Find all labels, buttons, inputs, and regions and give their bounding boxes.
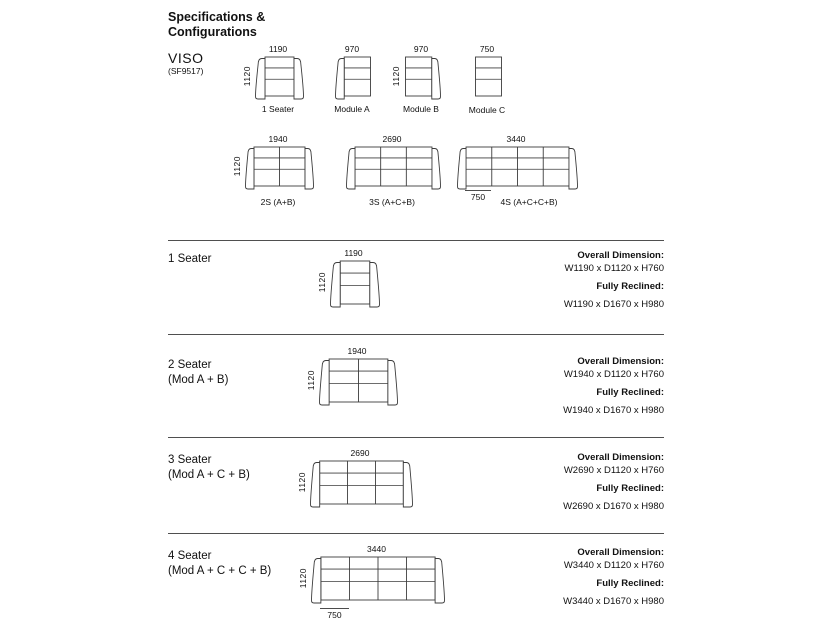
section-divider bbox=[168, 533, 664, 534]
product-code: (SF9517) bbox=[168, 66, 204, 76]
dimension-width-label: 1190 bbox=[268, 44, 288, 54]
dimension-module-width-label: 750 bbox=[465, 190, 491, 202]
overall-dimension-value: W3440 x D1120 x H760 bbox=[563, 560, 664, 571]
overall-dimension-label: Overall Dimension: bbox=[577, 547, 664, 558]
section-title-text: 1 Seater bbox=[168, 253, 212, 265]
page-title-line1: Specifications & bbox=[168, 10, 266, 24]
spec-block bbox=[563, 546, 664, 608]
section-diagram-3-seater bbox=[297, 448, 410, 508]
dimension-width-label: 1190 bbox=[344, 248, 363, 258]
section-diagram-2-seater bbox=[306, 346, 395, 406]
spec-block bbox=[563, 451, 664, 513]
section-subtitle-text: (Mod A + C + B) bbox=[168, 469, 250, 481]
overall-dimension-label: Overall Dimension: bbox=[577, 452, 664, 463]
fully-reclined-value: W1940 x D1670 x H980 bbox=[563, 405, 664, 416]
dimension-module-width-label: 750 bbox=[320, 608, 349, 620]
dimension-width-label: 970 bbox=[413, 44, 429, 54]
config-diagram-2s bbox=[232, 134, 311, 207]
section-divider bbox=[168, 334, 664, 335]
dimension-width-label: 1940 bbox=[347, 346, 367, 356]
sofa-top-view-drawing bbox=[474, 56, 500, 97]
page-title-line2: Configurations bbox=[168, 25, 257, 39]
diagram-caption: 4S (A+C+C+B) bbox=[500, 197, 558, 207]
section-diagram-4-seater bbox=[298, 544, 442, 620]
dimension-width-label: 2690 bbox=[382, 134, 402, 144]
sofa-top-view-drawing bbox=[404, 56, 438, 100]
fully-reclined-value: W3440 x D1670 x H980 bbox=[563, 596, 664, 607]
section-divider bbox=[168, 437, 664, 438]
overall-dimension-value: W2690 x D1120 x H760 bbox=[563, 465, 664, 476]
sofa-top-view-drawing bbox=[310, 460, 410, 508]
diagram-caption: 2S (A+B) bbox=[260, 197, 296, 207]
section-subtitle-text: (Mod A + C + C + B) bbox=[168, 565, 272, 577]
module-diagram-c bbox=[468, 44, 506, 115]
section-subtitle-text: (Mod A + B) bbox=[168, 374, 229, 386]
section-title bbox=[168, 252, 211, 267]
config-diagram-3s bbox=[346, 134, 438, 207]
overall-dimension-label: Overall Dimension: bbox=[577, 356, 664, 367]
fully-reclined-label: Fully Reclined: bbox=[596, 387, 664, 398]
fully-reclined-label: Fully Reclined: bbox=[596, 578, 664, 589]
module-diagram-b bbox=[391, 44, 439, 114]
section-divider bbox=[168, 240, 664, 241]
diagram-caption: 3S (A+C+B) bbox=[369, 197, 415, 207]
dimension-depth-label: 1120 bbox=[306, 370, 316, 391]
fully-reclined-value: W2690 x D1670 x H980 bbox=[563, 501, 664, 512]
overall-dimension-value: W1940 x D1120 x H760 bbox=[563, 369, 664, 380]
section-title-text: 4 Seater bbox=[168, 550, 212, 562]
diagram-caption: Module C bbox=[468, 105, 506, 115]
diagram-caption: Module A bbox=[334, 104, 370, 114]
module-diagram-1-seater bbox=[242, 44, 301, 114]
diagram-caption: 1 Seater bbox=[261, 104, 295, 114]
sofa-top-view-drawing bbox=[311, 556, 442, 604]
fully-reclined-label: Fully Reclined: bbox=[596, 483, 664, 494]
sofa-top-view-drawing bbox=[319, 358, 395, 406]
section-title-text: 2 Seater bbox=[168, 359, 212, 371]
module-diagram-a bbox=[335, 44, 369, 114]
section-title bbox=[168, 453, 250, 483]
dimension-width-label: 970 bbox=[344, 44, 360, 54]
section-title bbox=[168, 358, 228, 388]
dimension-depth-label: 1120 bbox=[297, 472, 307, 493]
section-diagram-1-seater bbox=[317, 248, 377, 308]
sofa-top-view-drawing bbox=[457, 146, 575, 190]
fully-reclined-label: Fully Reclined: bbox=[596, 281, 664, 292]
sofa-top-view-drawing bbox=[330, 260, 377, 308]
section-title bbox=[168, 549, 271, 579]
section-title-text: 3 Seater bbox=[168, 454, 212, 466]
product-name: VISO bbox=[168, 50, 204, 66]
dimension-width-label: 750 bbox=[479, 44, 495, 54]
fully-reclined-value: W1190 x D1670 x H980 bbox=[563, 299, 664, 310]
dimension-width-label: 2690 bbox=[350, 448, 370, 458]
overall-dimension-value: W1190 x D1120 x H760 bbox=[564, 263, 664, 274]
dimension-width-label: 3440 bbox=[367, 544, 386, 554]
diagram-caption: Module B bbox=[403, 104, 439, 114]
sofa-top-view-drawing bbox=[255, 56, 301, 100]
dimension-depth-label: 1120 bbox=[391, 66, 401, 87]
dimension-width-label: 3440 bbox=[506, 134, 526, 144]
dimension-width-label: 1940 bbox=[268, 134, 288, 144]
dimension-depth-label: 1120 bbox=[242, 66, 252, 87]
dimension-depth-label: 1120 bbox=[232, 156, 242, 177]
config-diagram-4s bbox=[457, 134, 575, 207]
dimension-depth-label: 1120 bbox=[317, 272, 327, 293]
sofa-top-view-drawing bbox=[245, 146, 311, 190]
overall-dimension-label: Overall Dimension: bbox=[577, 250, 664, 261]
spec-block bbox=[564, 249, 664, 311]
sofa-top-view-drawing bbox=[346, 146, 438, 190]
spec-block bbox=[563, 355, 664, 417]
page-title bbox=[168, 10, 265, 40]
dimension-depth-label: 1120 bbox=[298, 568, 308, 589]
sofa-top-view-drawing bbox=[335, 56, 369, 100]
